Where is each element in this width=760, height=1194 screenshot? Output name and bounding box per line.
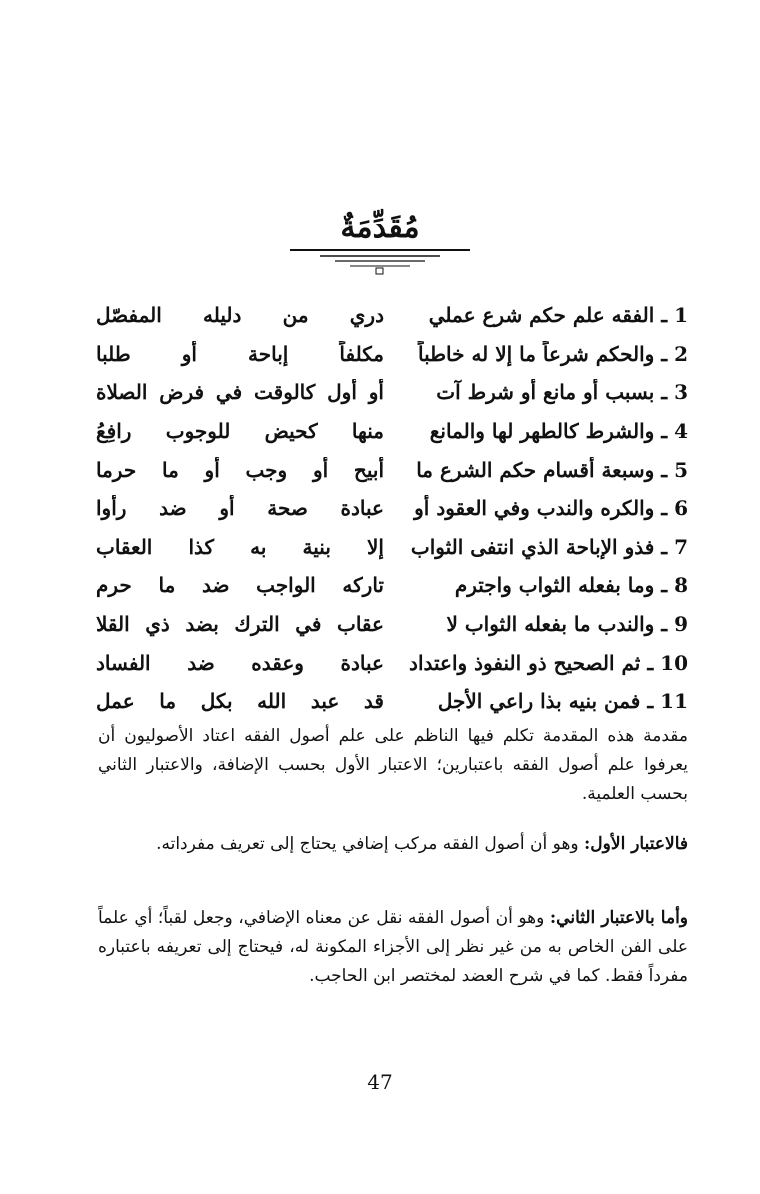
- verse-line: [96, 528, 688, 567]
- verse-first-hemistich: [400, 534, 688, 560]
- verse-number: 6: [674, 496, 688, 521]
- intro-paragraph: مقدمة هذه المقدمة تكلم فيها الناظم على علم أصول الفقه اعتاد الأصوليون أن يعرفوا علم أصول الفقه باعتبارين؛ الاعتبار الأول بحسب الإضافة، والاعتبار الثاني بحسب العلمية.: [98, 726, 688, 804]
- verse-first-half-text: ـ وما بفعله الثواب واجترم: [454, 573, 668, 598]
- verse-number: 3: [674, 380, 688, 405]
- page-title: مُقَدِّمَةٌ: [340, 210, 420, 245]
- verse-first-hemistich: [400, 495, 688, 521]
- verse-number: 9: [674, 612, 688, 637]
- verse-second-hemistich: عبادة وعقده ضد الفساد: [96, 650, 384, 675]
- verse-line: [96, 450, 688, 489]
- verse-first-half-text: ـ بسبب أو مانع أو شرط آت: [436, 380, 668, 405]
- page-number: 47: [367, 1070, 393, 1094]
- verse-first-hemistich: [400, 302, 688, 328]
- verse-first-half-text: ـ والندب ما بفعله الثواب لا: [446, 612, 668, 637]
- verse-first-half-text: ـ الفقه علم حكم شرع عملي: [428, 303, 668, 328]
- first-consideration-text: وهو أن أصول الفقه مركب إضافي يحتاج إلى تعريف مفرداته.: [156, 834, 585, 854]
- verse-number: 5: [674, 457, 688, 482]
- verse-first-hemistich: [400, 688, 688, 714]
- verse-first-hemistich: [400, 379, 688, 405]
- verse-line: [96, 296, 688, 335]
- verse-line: [96, 682, 688, 721]
- verse-second-hemistich: عقاب في الترك بضد ذي القلا: [96, 612, 384, 637]
- verse-second-hemistich: عبادة صحة أو ضد رأوا: [96, 496, 384, 521]
- verse-line: [96, 373, 688, 412]
- verse-second-hemistich: أو أول كالوقت في فرض الصلاة: [96, 380, 384, 405]
- verse-first-half-text: ـ والشرط كالطهر لها والمانع: [429, 419, 668, 444]
- first-consideration-heading: فالاعتبار الأول:: [584, 834, 688, 854]
- verse-line: [96, 643, 688, 682]
- verse-first-hemistich: [400, 418, 688, 444]
- verse-number: 1: [674, 303, 688, 328]
- verse-second-hemistich: إلا بنية به كذا العقاب: [96, 534, 384, 559]
- verse-second-hemistich: دري من دليله المفصّل: [96, 303, 384, 328]
- verse-second-hemistich: تاركه الواجب ضد ما حرم: [96, 573, 384, 598]
- second-consideration-paragraph: [98, 904, 688, 991]
- verse-second-hemistich: قد عبد الله بكل ما عمل: [96, 689, 384, 714]
- verse-line: [96, 566, 688, 605]
- first-consideration-paragraph: [98, 830, 688, 859]
- verse-number: 10: [660, 650, 688, 675]
- verse-first-half-text: ـ والحكم شرعاً ما إلا له خاطباً: [417, 341, 668, 366]
- verse-first-hemistich: [400, 572, 688, 598]
- verse-number: 8: [674, 573, 688, 598]
- verse-first-half-text: ـ فمن بنيه بذا راعي الأجل: [437, 689, 654, 714]
- verse-line: [96, 412, 688, 451]
- verse-number: 7: [674, 534, 688, 559]
- second-consideration-text: وهو أن أصول الفقه نقل عن معناه الإضافي، وجعل لقباً؛ أي علماً على الفن الخاص به من غير نظر إلى الأجزاء المكونة له، فيحتاج إلى تعريفه باعتباره مفرداً فقط. كما في شرح العضد لمختصر ابن الحاجب.: [98, 908, 688, 986]
- verse-first-half-text: ـ فذو الإباحة الذي انتفى الثواب: [410, 534, 668, 559]
- verse-line: [96, 489, 688, 528]
- verse-number: 2: [674, 341, 688, 366]
- verse-first-half-text: ـ ثم الصحيح ذو النفوذ واعتداد: [409, 650, 654, 675]
- verse-line: [96, 335, 688, 374]
- verse-first-hemistich: [400, 650, 688, 676]
- title-ornament: [290, 248, 470, 276]
- verse-first-half-text: ـ والكره والندب وفي العقود أو: [414, 496, 668, 521]
- verse-second-hemistich: أبيح أو وجب أو ما حرما: [96, 457, 384, 482]
- second-consideration-heading: وأما بالاعتبار الثاني:: [549, 908, 689, 928]
- verse-first-hemistich: [400, 341, 688, 367]
- verse-number: 4: [674, 419, 688, 444]
- verse-first-half-text: ـ وسبعة أقسام حكم الشرع ما: [416, 457, 668, 482]
- verse-second-hemistich: مكلفاً إباحة أو طلبا: [96, 341, 384, 366]
- verse-second-hemistich: منها كحيض للوجوب رافِعُ: [96, 419, 384, 444]
- verse-number: 11: [660, 689, 688, 714]
- poem-verses: [96, 296, 688, 721]
- verse-first-hemistich: [400, 457, 688, 483]
- verse-line: [96, 605, 688, 644]
- verse-first-hemistich: [400, 611, 688, 637]
